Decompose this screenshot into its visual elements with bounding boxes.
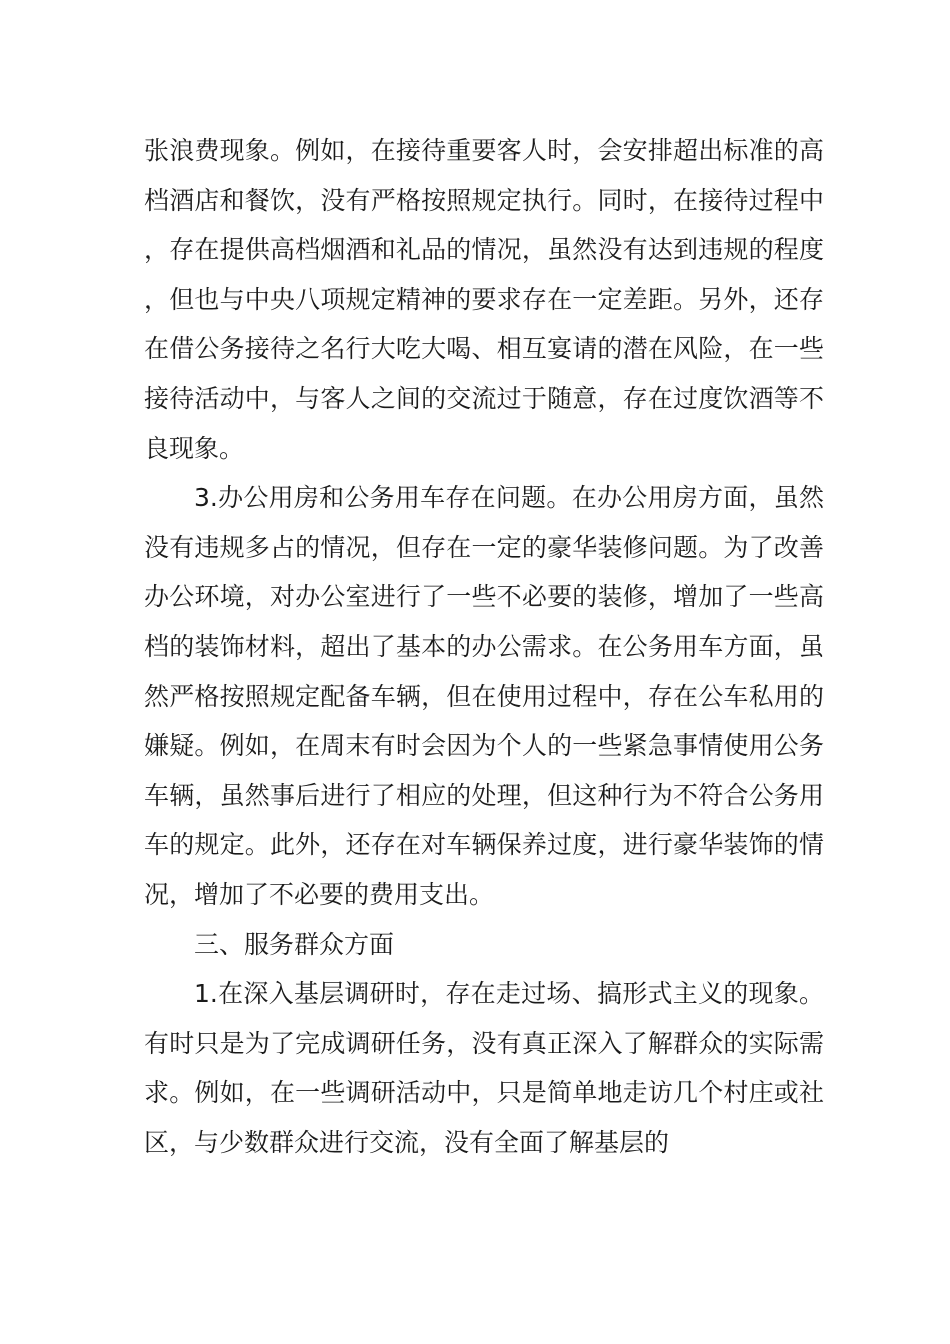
section-heading-serving-masses: 三、服务群众方面 bbox=[194, 929, 395, 959]
paragraph-continuation: 张浪费现象。例如，在接待重要客人时，会安排超出标准的高档酒店和餐饮，没有严格按照规定执行。同时，在接待过程中，存在提供高档烟酒和礼品的情况，虽然没有达到违规的程度，但也与中央八项规定精神的要求存在一定差距。另外，还存在借公务接待之名行大吃大喝、相互宴请的潜在风险，在一些接待活动中，与客人之间的交流过于随意，存在过度饮酒等不良现象。 bbox=[144, 136, 824, 463]
document-body bbox=[144, 126, 824, 1167]
paragraph-grassroots-research: 1.在深入基层调研时，存在走过场、搞形式主义的现象。有时只是为了完成调研任务，没有真正深入了解群众的实际需求。例如，在一些调研活动中，只是简单地走访几个村庄或社区，与少数群众进行交流，没有全面了解基层的 bbox=[144, 979, 824, 1157]
paragraph-office-and-vehicles: 3.办公用房和公务用车存在问题。在办公用房方面，虽然没有违规多占的情况，但存在一定的豪华装修问题。为了改善办公环境，对办公室进行了一些不必要的装修，增加了一些高档的装饰材料，超出了基本的办公需求。在公务用车方面，虽然严格按照规定配备车辆，但在使用过程中，存在公车私用的嫌疑。例如，在周末有时会因为个人的一些紧急事情使用公务车辆，虽然事后进行了相应的处理，但这种行为不符合公务用车的规定。此外，还存在对车辆保养过度，进行豪华装饰的情况，增加了不必要的费用支出。 bbox=[144, 483, 824, 909]
